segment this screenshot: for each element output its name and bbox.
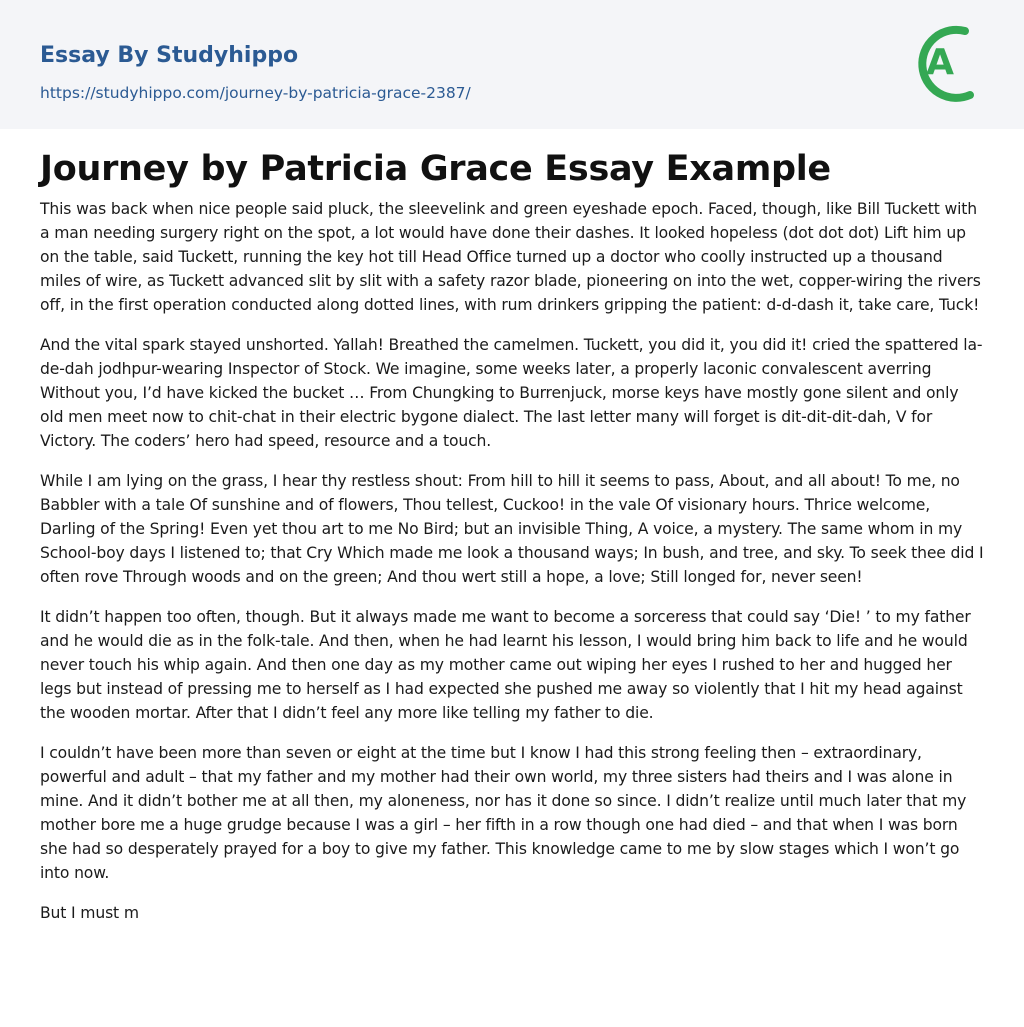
logo-letter: A [926, 42, 954, 83]
essay-content [0, 129, 1024, 925]
studyhippo-logo-icon[interactable] [910, 17, 988, 107]
essay-paragraph: This was back when nice people said pluck, the sleevelink and green eyeshade epoch. Faced, though, like Bill Tuckett with a man needing surgery right on the spot, a lot would have done their dashes. It looked hopeless (dot dot dot) Lift him up on the table, said Tuckett, running the key hot till Head Office turned up a doctor who coolly instructed up a thousand miles of wire, as Tuckett advanced slit by slit with a safety razor blade, pioneering on into the wet, copper-wiring the rivers off, in the first operation conducted along dotted lines, with rum drinkers gripping the patient: d-d-dash it, take care, Tuck! [40, 200, 981, 314]
essay-paragraph: And the vital spark stayed unshorted. Yallah! Breathed the camelmen. Tuckett, you did it, you did it! cried the spattered la-de-dah jodhpur-wearing Inspector of Stock. We imagine, some weeks later, a properly laconic convalescent averring Without you, I’d have kicked the bucket … From Chungking to Burrenjuck, morse keys have mostly gone silent and only old men meet now to chit-chat in their electric bygone dialect. The last letter many will forget is dit-dit-dit-dah, V for Victory. The coders’ hero had speed, resource and a touch. [40, 336, 983, 450]
essay-paragraph: It didn’t happen too often, though. But it always made me want to become a sorceress that could say ‘Die! ’ to my father and he would die as in the folk-tale. And then, when he had learnt his lesson, I would bring him back to life and he would never touch his whip again. And then one day as my mother came out wiping her eyes I rushed to her and hugged her legs but instead of pressing me to herself as I had expected she pushed me away so violently that I hit my head against the wooden mortar. After that I didn’t feel any more like telling my father to die. [40, 608, 971, 722]
essay-paragraph: While I am lying on the grass, I hear thy restless shout: From hill to hill it seems to pass, About, and all about! To me, no Babbler with a tale Of sunshine and of flowers, Thou tellest, Cuckoo! in the vale Of visionary hours. Thrice welcome, Darling of the Spring! Even yet thou art to me No Bird; but an invisible Thing, A voice, a mystery. The same whom in my School-boy days I listened to; that Cry Which made me look a thousand ways; In bush, and tree, and sky. To seek thee did I often rove Through woods and on the green; And thou wert still a hope, a love; Still longed for, never seen! [40, 472, 984, 586]
site-brand[interactable]: Essay By Studyhippo [40, 43, 299, 68]
essay-url-link[interactable]: https://studyhippo.com/journey-by-patricia-grace-2387/ [40, 84, 471, 102]
essay-paragraph: I couldn’t have been more than seven or eight at the time but I know I had this strong feeling then – extraordinary, powerful and adult – that my father and my mother had their own world, my three sisters had theirs and I was alone in mine. And it didn’t bother me at all then, my aloneness, nor has it done so since. I didn’t realize until much later that my mother bore me a huge grudge because I was a girl – her fifth in a row though one had died – and that when I was born she had so desperately prayed for a boy to give my father. This knowledge came to me by slow stages which I won’t go into now. [40, 744, 967, 882]
site-header [0, 0, 1024, 129]
essay-paragraph: But I must m [40, 904, 139, 922]
page-title: Journey by Patricia Grace Essay Example [40, 149, 831, 189]
